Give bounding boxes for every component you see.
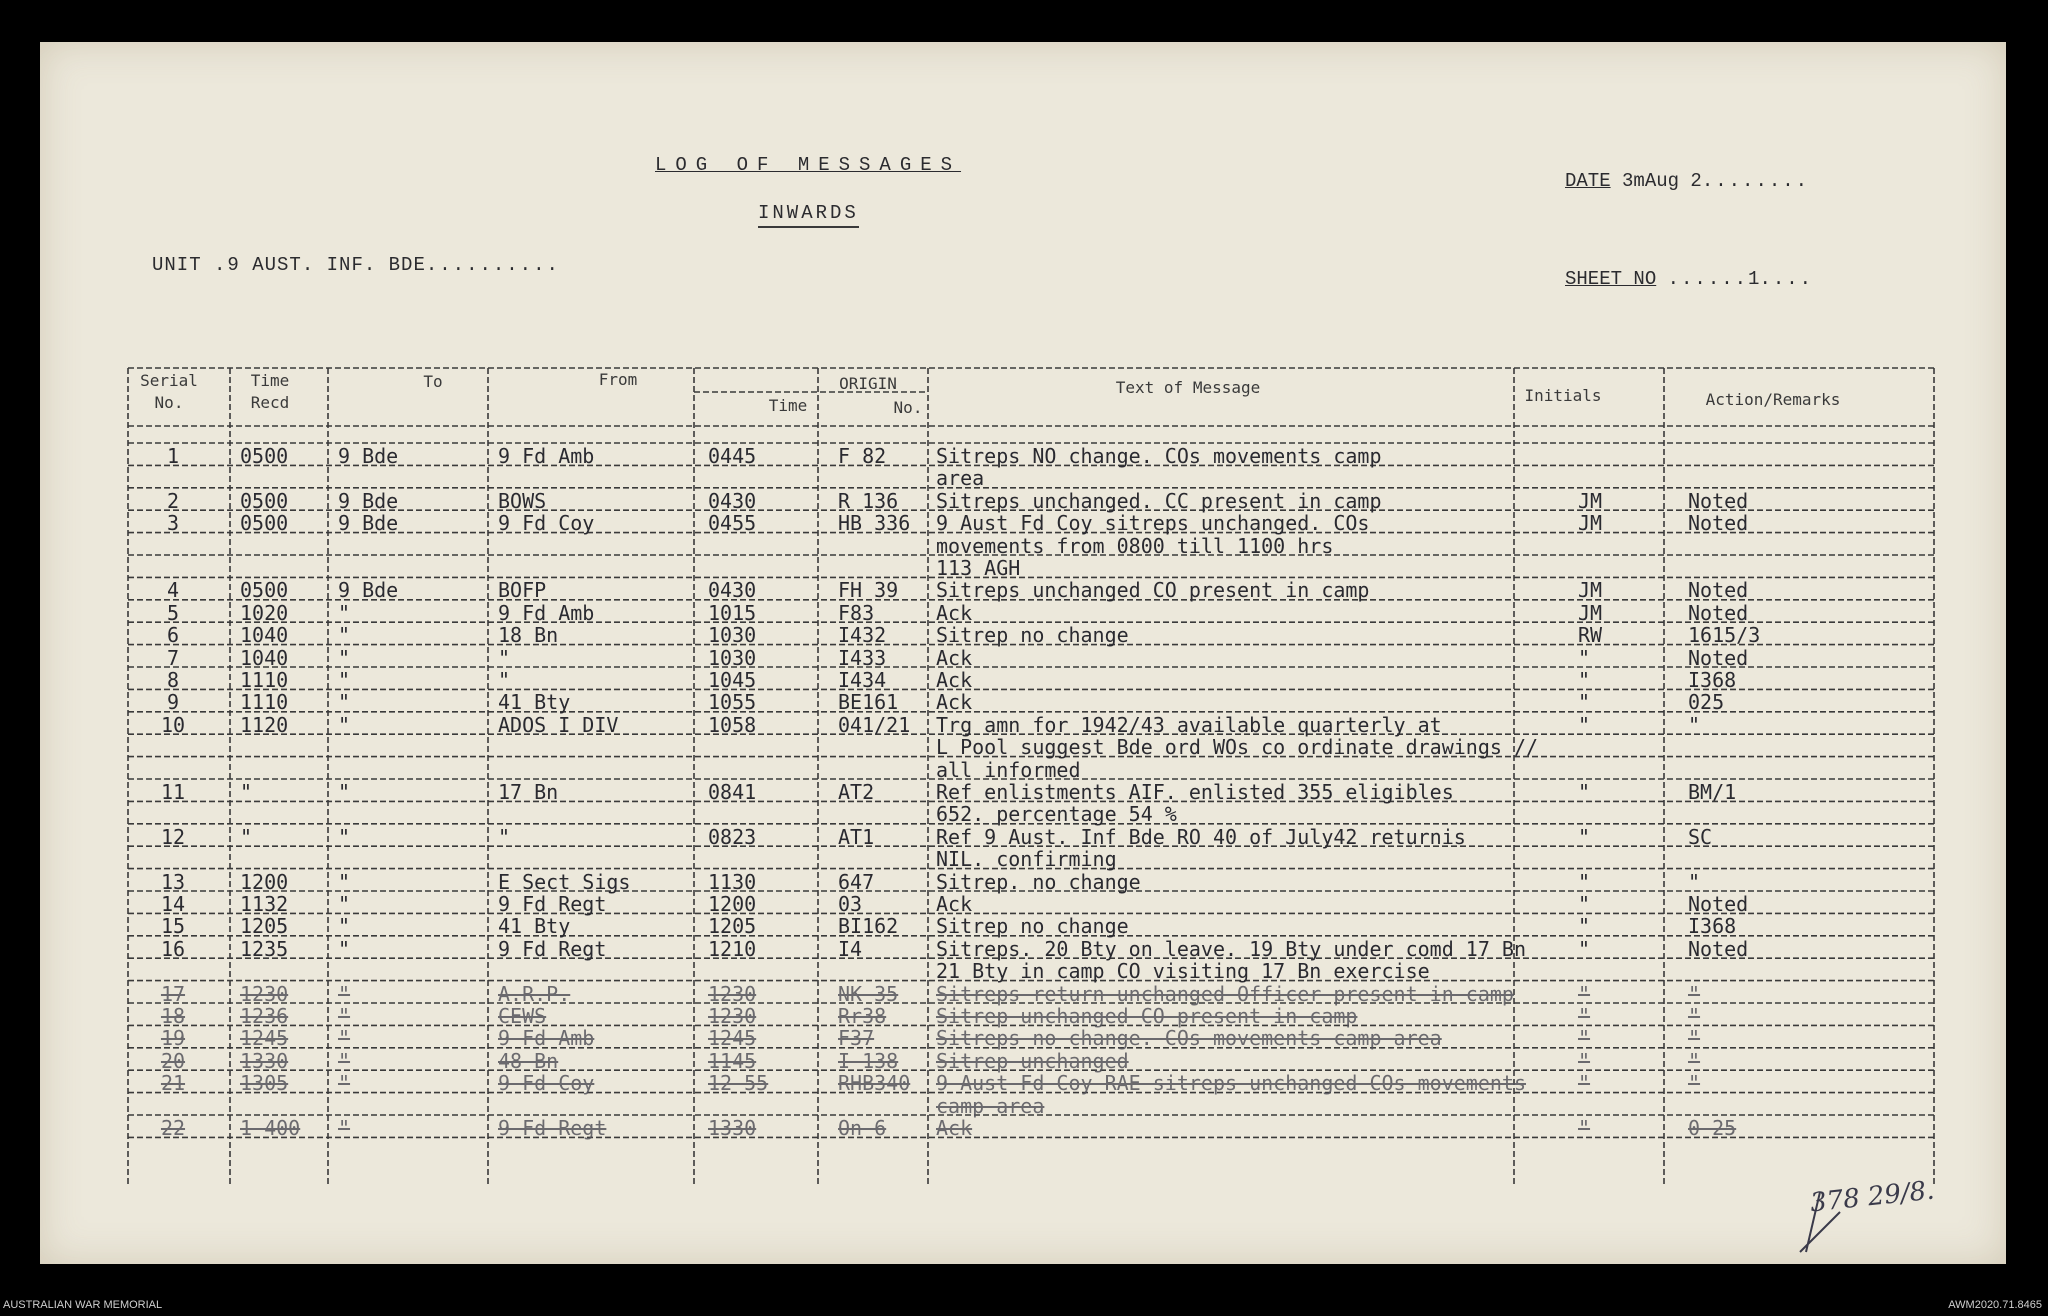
cell-otime: 1045 [708,668,757,692]
cell-serial: 9 [166,690,180,715]
cell-to: " [338,1026,351,1051]
cell-from: 9 Fd Amb [498,600,595,625]
cell-otime: 1130 [708,869,757,894]
cell-init: JM [1578,488,1603,513]
cell-ono: F 82 [838,444,887,468]
document-title: LOG OF MESSAGES [655,154,962,176]
cell-time: " [240,780,253,804]
cell-time: 1 400 [240,1116,301,1140]
cell-otime: 0445 [708,444,757,468]
unit-label: UNIT [152,254,202,276]
cell-from: 9 Fd Regt [498,1116,607,1140]
sheet-label: SHEET NO [1565,268,1657,290]
header-initials: Initials [1524,386,1602,405]
cell-to: " [338,600,351,625]
cell-init: " [1578,780,1591,804]
cell-from: 17 Bn [498,780,559,804]
cell-text: Sitreps unchanged CO present in camp [936,578,1370,603]
cell-ono: F83 [838,600,875,625]
sheet-field: SHEET NO ......1.... [1565,268,1814,290]
cell-serial: 2 [166,488,180,513]
header-to: To [423,372,443,391]
cell-serial: 12 [160,824,186,849]
cell-init: " [1578,981,1591,1006]
cell-time: 1245 [240,1026,289,1051]
cell-from: ADOS I DIV [498,712,619,737]
cell-text: Ref 9 Aust. Inf Bde RO 40 of July42 returnis [936,824,1466,849]
header-from: From [598,370,638,389]
cell-action: " [1688,1026,1701,1051]
cell-ono: I432 [838,623,887,648]
cell-from: 9 Fd Amb [498,1026,595,1051]
cell-otime: 1205 [708,914,757,939]
cell-action: Noted [1688,511,1749,536]
cell-otime: 1230 [708,981,757,1006]
cell-init: JM [1578,600,1603,625]
cell-otime: 1330 [708,1116,757,1140]
cell-ono: FH 39 [838,578,899,603]
cell-text: Ack [936,1116,973,1140]
cell-time: 1040 [240,623,289,648]
cell-serial: 22 [160,1116,186,1140]
cell-action: 025 [1688,690,1725,715]
cell-otime: 1055 [708,690,757,715]
cell-init: " [1578,1071,1591,1096]
cell-time: 1020 [240,600,289,625]
cell-action: Noted [1688,578,1749,603]
cell-to: " [338,824,351,849]
cell-otime: 0430 [708,578,757,603]
cell-ono: AT1 [838,824,875,849]
footer-catalog-id: AWM2020.71.8465 [1948,1299,2042,1311]
cell-action: " [1688,981,1701,1006]
cell-ono: BI162 [838,914,899,939]
cell-to: " [338,869,351,894]
cell-otime: 1210 [708,936,757,961]
cell-text: Sitreps return unchanged Officer present in camp [936,981,1514,1006]
cell-ono: RHB340 [838,1071,911,1096]
cell-serial: 15 [160,914,186,939]
cell-from: CEWS [498,1004,547,1028]
cell-init: JM [1578,578,1603,603]
cell-serial: 8 [166,668,180,692]
cell-from: 18 Bn [498,623,559,648]
cell-from: 41 Bty [498,690,571,715]
cell-time: 0500 [240,578,289,603]
cell-action: " [1688,712,1701,737]
cell-otime: 1200 [708,892,757,916]
cell-to: " [338,668,351,692]
cell-init: RW [1578,623,1603,648]
cell-to: 9 Bde [338,444,399,468]
cell-otime: 1015 [708,600,757,625]
cell-text: 652. percentage 54 % [936,802,1177,827]
cell-action: I368 [1688,668,1737,692]
cell-to: " [338,712,351,737]
cell-ono: NK 35 [838,981,899,1006]
cell-from: 9 Fd Regt [498,892,607,916]
cell-time: 1236 [240,1004,289,1028]
cell-from: BOFP [498,578,547,603]
cell-ono: AT2 [838,780,875,804]
cell-text: movements from 0800 till 1100 hrs [936,533,1334,558]
cell-action: Noted [1688,488,1749,513]
cell-serial: 4 [166,578,180,603]
cell-text: Sitrep no change [936,623,1129,648]
cell-text: 21 Bty in camp CO visiting 17 Bn exercise [936,959,1430,984]
cell-text: Ref enlistments AIF. enlisted 355 eligibles [936,780,1454,804]
cell-serial: 14 [160,892,186,916]
cell-from: " [498,645,511,670]
cell-action: " [1688,1004,1701,1028]
cell-init: " [1578,712,1591,737]
cell-otime: 1058 [708,712,757,737]
sheet-value: 1 [1748,268,1760,290]
cell-text: Sitreps no change. COs movements camp area [936,1026,1442,1051]
cell-text: Ack [936,645,973,670]
cell-init: " [1578,936,1591,961]
cell-serial: 3 [166,511,180,536]
cell-text: Ack [936,668,973,692]
cell-action: 0 25 [1688,1116,1737,1140]
document-subtitle: INWARDS [758,202,859,228]
cell-init: JM [1578,511,1603,536]
cell-ono: On 6 [838,1116,887,1140]
cell-to: " [338,623,351,648]
cell-action: " [1688,869,1701,894]
cell-action: Noted [1688,936,1749,961]
cell-action: I368 [1688,914,1737,939]
cell-action: " [1688,1071,1701,1096]
cell-text: 9 Aust Fd Coy sitreps unchanged. COs [936,511,1370,536]
document-page [40,42,2006,1264]
cell-ono: 03 [838,892,863,916]
cell-serial: 17 [160,981,186,1006]
cell-serial: 21 [160,1071,186,1096]
cell-init: " [1578,892,1591,916]
cell-from: E Sect Sigs [498,869,631,894]
cell-time: 1120 [240,712,289,737]
cell-time: 1040 [240,645,289,670]
cell-text: NIL. confirming [936,847,1117,872]
cell-text: Sitrep unchanged [936,1048,1129,1073]
cell-from: 48 Bn [498,1048,559,1073]
cell-from: 9 Fd Regt [498,936,607,961]
cell-time: 1330 [240,1048,289,1073]
handwritten-note: 378 29/8. [1808,1175,1936,1219]
cell-to: " [338,690,351,715]
cell-init: " [1578,1004,1591,1028]
cell-text: Ack [936,690,973,715]
cell-text: Sitrep unchanged CO present in camp [936,1004,1358,1028]
cell-ono: I434 [838,668,887,692]
cell-from: 9 Fd Coy [498,511,595,536]
cell-to: " [338,1004,351,1028]
header-origin-no: No. [893,398,923,417]
cell-from: BOWS [498,488,547,513]
cell-otime: 0841 [708,780,757,804]
cell-ono: 041/21 [838,712,911,737]
cell-time: 1205 [240,914,289,939]
cell-time: " [240,824,253,849]
cell-to: 9 Bde [338,511,399,536]
cell-serial: 19 [160,1026,186,1051]
cell-to: " [338,981,351,1006]
cell-to: 9 Bde [338,488,399,513]
footer-source: AUSTRALIAN WAR MEMORIAL [3,1299,163,1311]
cell-text: 9 Aust Fd Coy RAE sitreps unchanged COs movements [936,1071,1527,1096]
cell-otime: 0455 [708,511,757,536]
cell-ono: Rr38 [838,1004,887,1028]
cell-to: 9 Bde [338,578,399,603]
cell-to: " [338,645,351,670]
cell-init: " [1578,824,1591,849]
cell-ono: 647 [838,869,875,894]
cell-text: L Pool suggest Bde ord WOs co ordinate drawings // [936,735,1539,760]
message-log-table [98,328,1946,1184]
cell-init: " [1578,690,1591,715]
cell-text: Sitreps unchanged. CC present in camp [936,488,1382,513]
cell-action: " [1688,1048,1701,1073]
cell-action: BM/1 [1688,780,1737,804]
cell-action: Noted [1688,600,1749,625]
cell-time: 1305 [240,1071,289,1096]
cell-to: " [338,1116,351,1140]
header-origin-time: Time [768,396,808,415]
cell-ono: BE161 [838,690,899,715]
cell-to: " [338,914,351,939]
unit-field: UNIT .9 AUST. INF. BDE.......... [152,254,560,276]
cell-serial: 1 [166,444,180,468]
cell-from: " [498,824,511,849]
cell-text: Ack [936,892,973,916]
cell-time: 0500 [240,488,289,513]
cell-otime: 1245 [708,1026,757,1051]
unit-value: 9 AUST. INF. BDE [227,254,426,276]
cell-otime: 0823 [708,824,757,849]
cell-otime: 1030 [708,623,757,648]
cell-otime: 1030 [708,645,757,670]
cell-to: " [338,892,351,916]
cell-serial: 11 [160,780,186,804]
cell-serial: 6 [166,623,180,648]
cell-otime: 1145 [708,1048,757,1073]
cell-otime: 12 55 [708,1071,769,1096]
cell-serial: 5 [166,600,180,625]
header-action: Action/Remarks [1705,390,1841,409]
cell-from: A.R.P. [498,981,571,1006]
date-value: 3mAug 2 [1622,170,1702,192]
cell-text: Sitrep. no change [936,869,1141,894]
cell-time: 1200 [240,869,289,894]
cell-to: " [338,936,351,961]
cell-ono: F37 [838,1026,875,1051]
cell-time: 1110 [240,690,289,715]
cell-serial: 18 [160,1004,186,1028]
cell-init: " [1578,1026,1591,1051]
cell-init: " [1578,1048,1591,1073]
cell-from: 9 Fd Amb [498,444,595,468]
cell-ono: R 136 [838,488,899,513]
cell-time: 0500 [240,511,289,536]
header-origin: ORIGIN [839,374,897,393]
cell-action: Noted [1688,645,1749,670]
cell-time: 1132 [240,892,289,916]
cell-ono: I 138 [838,1048,899,1073]
cell-to: " [338,1048,351,1073]
header-serial: Serial No. [140,371,198,412]
date-label: DATE [1565,170,1611,192]
cell-to: " [338,1071,351,1096]
cell-from: 9 Fd Coy [498,1071,595,1096]
cell-from: 41 Bty [498,914,571,939]
cell-text: 113 AGH [936,556,1021,580]
cell-serial: 10 [160,712,186,737]
cell-text: camp area [936,1093,1045,1118]
cell-init: " [1578,668,1591,692]
cell-action: Noted [1688,892,1749,916]
cell-init: " [1578,645,1591,670]
cell-otime: 0430 [708,488,757,513]
cell-text: Trg amn for 1942/43 available quarterly at [936,712,1442,737]
cell-text: area [936,466,985,491]
header-time: Time Recd [250,371,290,412]
cell-from: " [498,668,511,692]
cell-otime: 1230 [708,1004,757,1028]
cell-ono: I433 [838,645,887,670]
cell-text: Ack [936,600,973,625]
cell-init: " [1578,869,1591,894]
cell-serial: 16 [160,936,186,961]
header-text: Text of Message [1115,378,1261,397]
cell-to: " [338,780,351,804]
cell-serial: 7 [166,645,180,670]
cell-time: 1230 [240,981,289,1006]
cell-time: 1235 [240,936,289,961]
cell-text: Sitreps. 20 Bty on leave. 19 Bty under comd 17 Bn [936,936,1527,961]
cell-ono: I4 [838,936,863,961]
cell-time: 0500 [240,444,289,468]
date-field: DATE 3mAug 2........ [1565,170,1810,192]
cell-action: SC [1688,824,1713,849]
cell-text: all informed [936,757,1081,782]
cell-action: 1615/3 [1688,623,1761,648]
cell-time: 1110 [240,668,289,692]
cell-text: Sitreps NO change. COs movements camp [936,444,1382,468]
cell-ono: HB 336 [838,511,911,536]
cell-text: Sitrep no change [936,914,1129,939]
cell-serial: 20 [160,1048,186,1073]
cell-init: " [1578,914,1591,939]
cell-init: " [1578,1116,1591,1140]
cell-serial: 13 [160,869,186,894]
